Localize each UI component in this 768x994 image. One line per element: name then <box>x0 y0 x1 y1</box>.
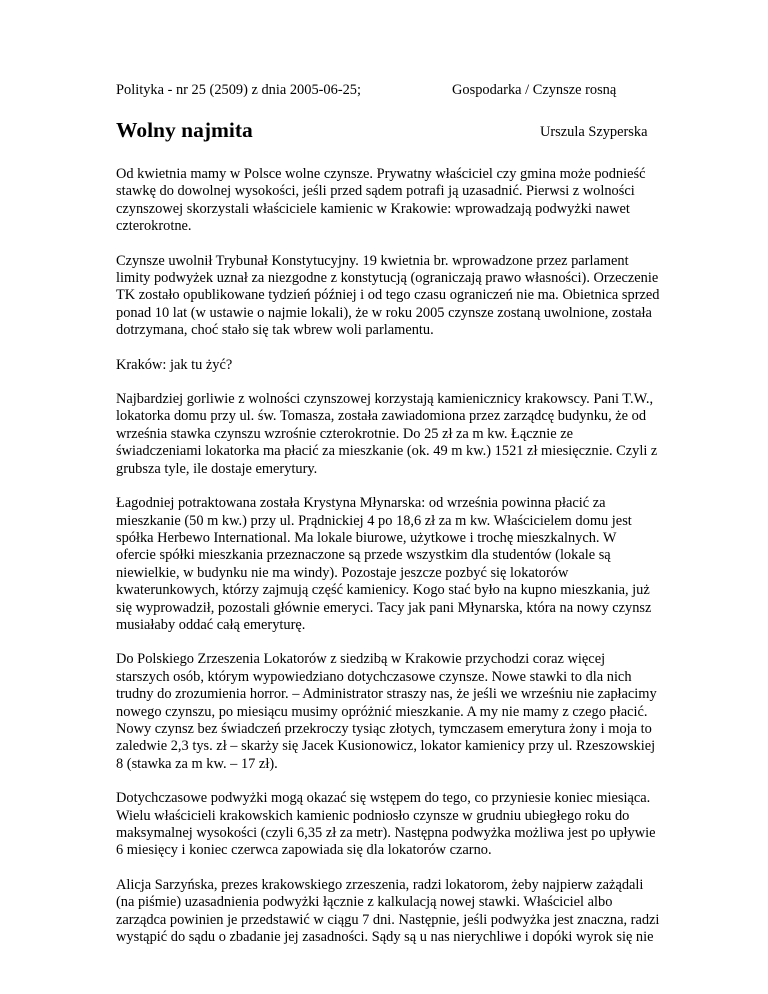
paragraph-line: maksymalnej wysokości (czyli 6,35 zł za metr). Następna podwyżka możliwa jest po upływie <box>116 825 656 841</box>
article-paragraph <box>116 253 676 340</box>
article-paragraph <box>116 357 676 374</box>
paragraph-line: starszych osób, którym wypowiedziano dotychczasowe czynsze. Nowe stawki to dla nich <box>116 668 632 685</box>
paragraph-line: Dotychczasowe podwyżki mogą okazać się wstępem do tego, co przyniesie koniec miesiąca. <box>116 790 651 807</box>
paragraph-line: lokatorka domu przy ul. św. Tomasza, została zawiadomiona przez zarządcę budynku, że od <box>116 408 647 425</box>
paragraph-line: trudny do zrozumienia horror. – Administrator straszy nas, że jeśli we wrześniu nie zapłacimy <box>116 686 657 703</box>
paragraph-line: Czynsze uwolnił Trybunał Konstytucyjny. 19 kwietnia br. wprowadzone przez parlament <box>116 252 629 269</box>
paragraph-line: zarządca powinien je przedstawić w ciągu 7 dni. Następnie, jeśli podwyżka jest znaczna, radzi <box>116 911 660 928</box>
paragraph-line: TK zostało opublikowane tydzień później i od tego czasu ograniczeń nie ma. Obietnica sprzed <box>116 287 660 304</box>
article-paragraph <box>116 790 676 860</box>
paragraph-line: mieszkanie (50 m kw.) przy ul. Prądnickiej 4 po 18,6 zł za m kw. Właścicielem domu jest <box>116 512 632 529</box>
paragraph-line: wystąpić do sądu o zbadanie jej zasadności. Sądy są u nas nierychliwe i dopóki wyrok się nie <box>116 929 654 946</box>
paragraph-line: Alicja Sarzyńska, prezes krakowskiego zrzeszenia, radzi lokatorom, żeby najpierw zażądali <box>116 876 644 893</box>
paragraph-line: września stawka czynszu wzrośnie czterokrotnie. Do 25 zł za m kw. Łącznie ze <box>116 425 573 442</box>
paragraph-line: ofercie spółki mieszkania przeznaczone są przede wszystkim dla studentów (lokale są <box>116 547 611 564</box>
paragraph-line: (na piśmie) uzasadnienia podwyżki łącznie z kalkulacją nowej stawki. Właściciel albo <box>116 894 613 911</box>
paragraph-line: się wyprowadził, pozostali głównie emeryci. Tacy jak pani Młynarska, która na nowy czynsz <box>116 599 652 616</box>
article-body <box>116 166 676 963</box>
paragraph-line: 6 miesięcy i koniec czerwca zapowiada się dla lokatorów czarno. <box>116 842 492 859</box>
paragraph-line: grubsza tyle, ile dostaje emerytury. <box>116 460 318 477</box>
article-paragraph <box>116 495 676 634</box>
paragraph-line: 8 (stawka za m kw. – 17 zł). <box>116 755 278 772</box>
paragraph-line: czynszowej skorzystali właściciele kamienic w Krakowie: wprowadzają podwyżki nawet <box>116 200 630 217</box>
paragraph-line: niewielkie, w budynku nie ma windy). Pozostaje jeszcze pozbyć się lokatorów <box>116 564 569 581</box>
section-label: Gospodarka / Czynsze rosną <box>452 82 617 98</box>
paragraph-line: musiałaby oddać całą emeryturę. <box>116 616 306 633</box>
paragraph-line: zaledwie 2,3 tys. zł – skarży się Jacek Kusionowicz, lokator kamienicy przy ul. Rzeszowskiej <box>116 738 656 755</box>
article-paragraph <box>116 391 676 478</box>
paragraph-line: stawkę do dowolnej wysokości, jeśli przed sądem potrafi ją uzasadnić. Pierwsi z wolności <box>116 183 635 200</box>
paragraph-line: kwaterunkowych, którzy zajmują część kamienicy. Kogo stać było na kupno mieszkania, już <box>116 582 650 599</box>
paragraph-line: Najbardziej gorliwie z wolności czynszowej korzystają kamienicznicy krakowscy. Pani T.W., <box>116 391 654 408</box>
paragraph-line: Wielu właścicieli krakowskich kamienic podniosło czynsze w grudniu ubiegłego roku do <box>116 807 630 824</box>
paragraph-line: nowego czynszu, po miesiącu musimy opróżnić mieszkanie. A my nie mamy z czego płacić. <box>116 703 648 720</box>
paragraph-line: czterokrotne. <box>116 218 192 235</box>
article-paragraph <box>116 166 676 236</box>
paragraph-line: Od kwietnia mamy w Polsce wolne czynsze. Prywatny właściciel czy gmina może podnieść <box>116 166 646 182</box>
paragraph-line: limity podwyżek uznał za niezgodne z konstytucją (ograniczają prawo własności). Orzeczenie <box>116 270 659 287</box>
article-paragraph <box>116 877 676 947</box>
paragraph-line: Łagodniej potraktowana została Krystyna Młynarska: od września powinna płacić za <box>116 495 606 512</box>
paragraph-line: Nowy czynsz bez świadczeń przekroczy tysiąc złotych, tymczasem emerytura żony i moja to <box>116 720 652 737</box>
paragraph-line: Kraków: jak tu żyć? <box>116 356 233 373</box>
paragraph-line: świadczeniami lokatorka ma płacić za mieszkanie (ok. 49 m kw.) 1521 zł miesięcznie. Czyli z <box>116 443 658 460</box>
paragraph-line: spółka Herbewo International. Ma lokale biurowe, użytkowe i trochę mieszkalnych. W <box>116 529 617 546</box>
paragraph-line: ponad 10 lat (w ustawie o najmie lokali), że w roku 2005 czynsze zostaną uwolnione, została <box>116 304 652 321</box>
paragraph-line: dotrzymana, choć stało się tak wbrew woli parlamentu. <box>116 322 434 339</box>
source-line: Polityka - nr 25 (2509) z dnia 2005-06-25; <box>116 82 361 98</box>
article-author: Urszula Szyperska <box>540 124 648 140</box>
article-paragraph <box>116 651 676 773</box>
article-title: Wolny najmita <box>116 118 253 142</box>
paragraph-line: Do Polskiego Zrzeszenia Lokatorów z siedzibą w Krakowie przychodzi coraz więcej <box>116 651 606 668</box>
